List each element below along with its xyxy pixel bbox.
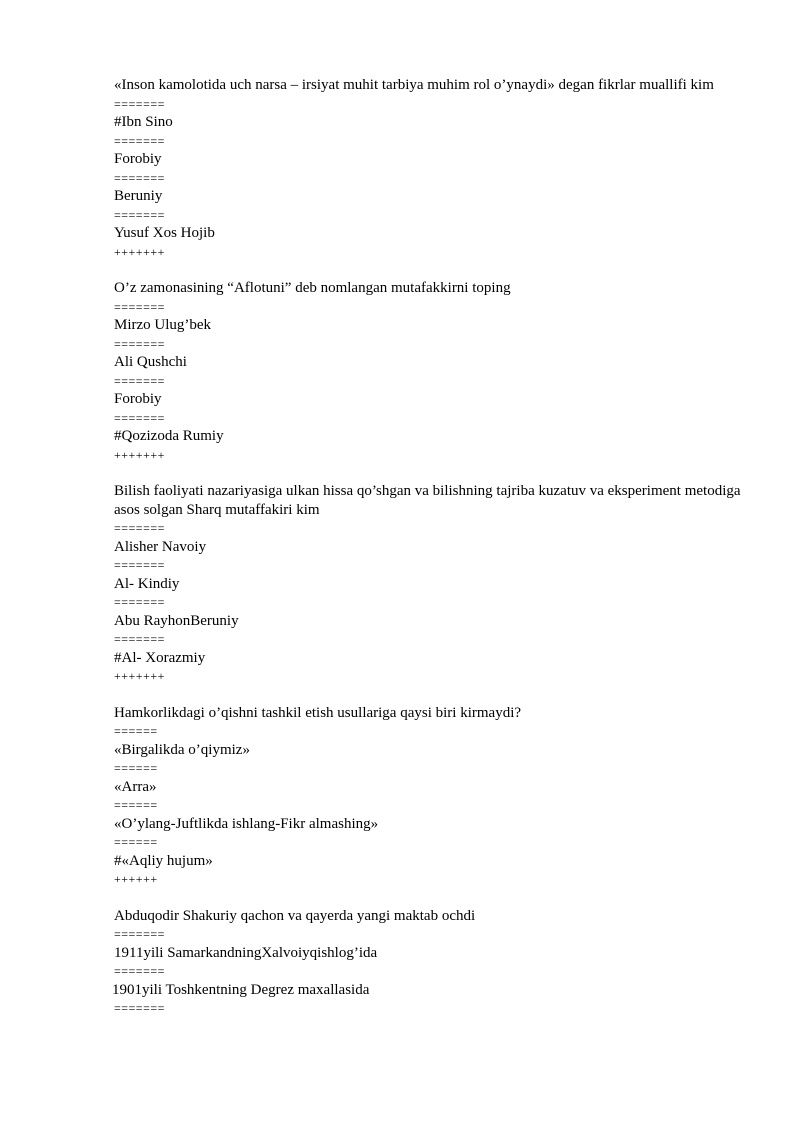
question-block [114,279,754,464]
answer-option: Beruniy [114,188,163,204]
separator: ======= [114,96,165,111]
answer-option: #Ibn Sino [114,114,173,130]
separator: ====== [114,724,158,738]
separator: ======= [114,964,165,978]
answer-option: 1901yili Toshkentning Degrez maxallasida [112,981,370,998]
question-end-marker: ++++++ [114,872,158,886]
separator: ======= [114,1001,165,1015]
question-end-marker: +++++++ [114,244,165,259]
question-block [114,76,754,261]
separator: ======= [114,299,165,314]
answer-option: Yusuf Xos Hojib [114,225,215,241]
question-end-marker: +++++++ [114,669,165,683]
separator: ======= [114,595,165,609]
answer-option: «Birgalikda o’qiymiz» [114,741,250,758]
answer-option: #Qozizoda Rumiy [114,428,224,444]
separator: ======= [114,373,165,388]
question-text: «Inson kamolotida uch narsa – irsiyat muhit tarbiya muhim rol o’ynaydi» degan fikrlar muallifi kim [114,77,714,93]
separator: ======= [114,927,165,941]
separator: ====== [114,798,158,812]
question-block [114,482,754,686]
answer-option: Alisher Navoiy [114,538,207,555]
question-block [114,704,754,889]
answer-option: Mirzo Ulug’bek [114,317,212,333]
answer-option: Forobiy [114,391,162,407]
question-end-marker: +++++++ [114,447,165,462]
question-text: Hamkorlikdagi o’qishni tashkil etish usullariga qaysi biri kirmaydi? [114,704,522,721]
answer-option: «O’ylang-Juftlikda ishlang-Fikr almashing» [114,815,379,832]
answer-option: Ali Qushchi [114,354,187,370]
answer-option: Forobiy [114,151,162,167]
answer-option: 1911yili SamarkandningXalvoiyqishlog’ida [114,944,378,961]
question-text: O’z zamonasining “Aflotuni” deb nomlangan mutafakkirni toping [114,280,511,296]
separator: ====== [114,761,158,775]
separator: ======= [114,133,165,148]
question-text: Abduqodir Shakuriy qachon va qayerda yangi maktab ochdi [114,907,476,924]
answer-option: Abu RayhonBeruniy [114,612,239,629]
separator: ======= [114,558,165,572]
separator: ======= [114,170,165,185]
answer-option: Al- Kindiy [114,575,180,592]
answer-option: #Al- Xorazmiy [114,649,206,666]
separator: ======= [114,336,165,351]
separator: ======= [114,410,165,425]
separator: ====== [114,835,158,849]
document-page [114,76,754,1018]
answer-option: «Arra» [114,778,157,795]
answer-option: #«Aqliy hujum» [114,852,213,869]
question-text: Bilish faoliyati nazariyasiga ulkan hissa qo’shgan va bilishning tajriba kuzatuv va eksperiment metodiga asos solgan Sharq mutaffakiri kim [114,483,741,518]
separator: ======= [114,632,165,646]
question-block [114,907,754,1018]
separator: ======= [114,521,165,535]
separator: ======= [114,207,165,222]
